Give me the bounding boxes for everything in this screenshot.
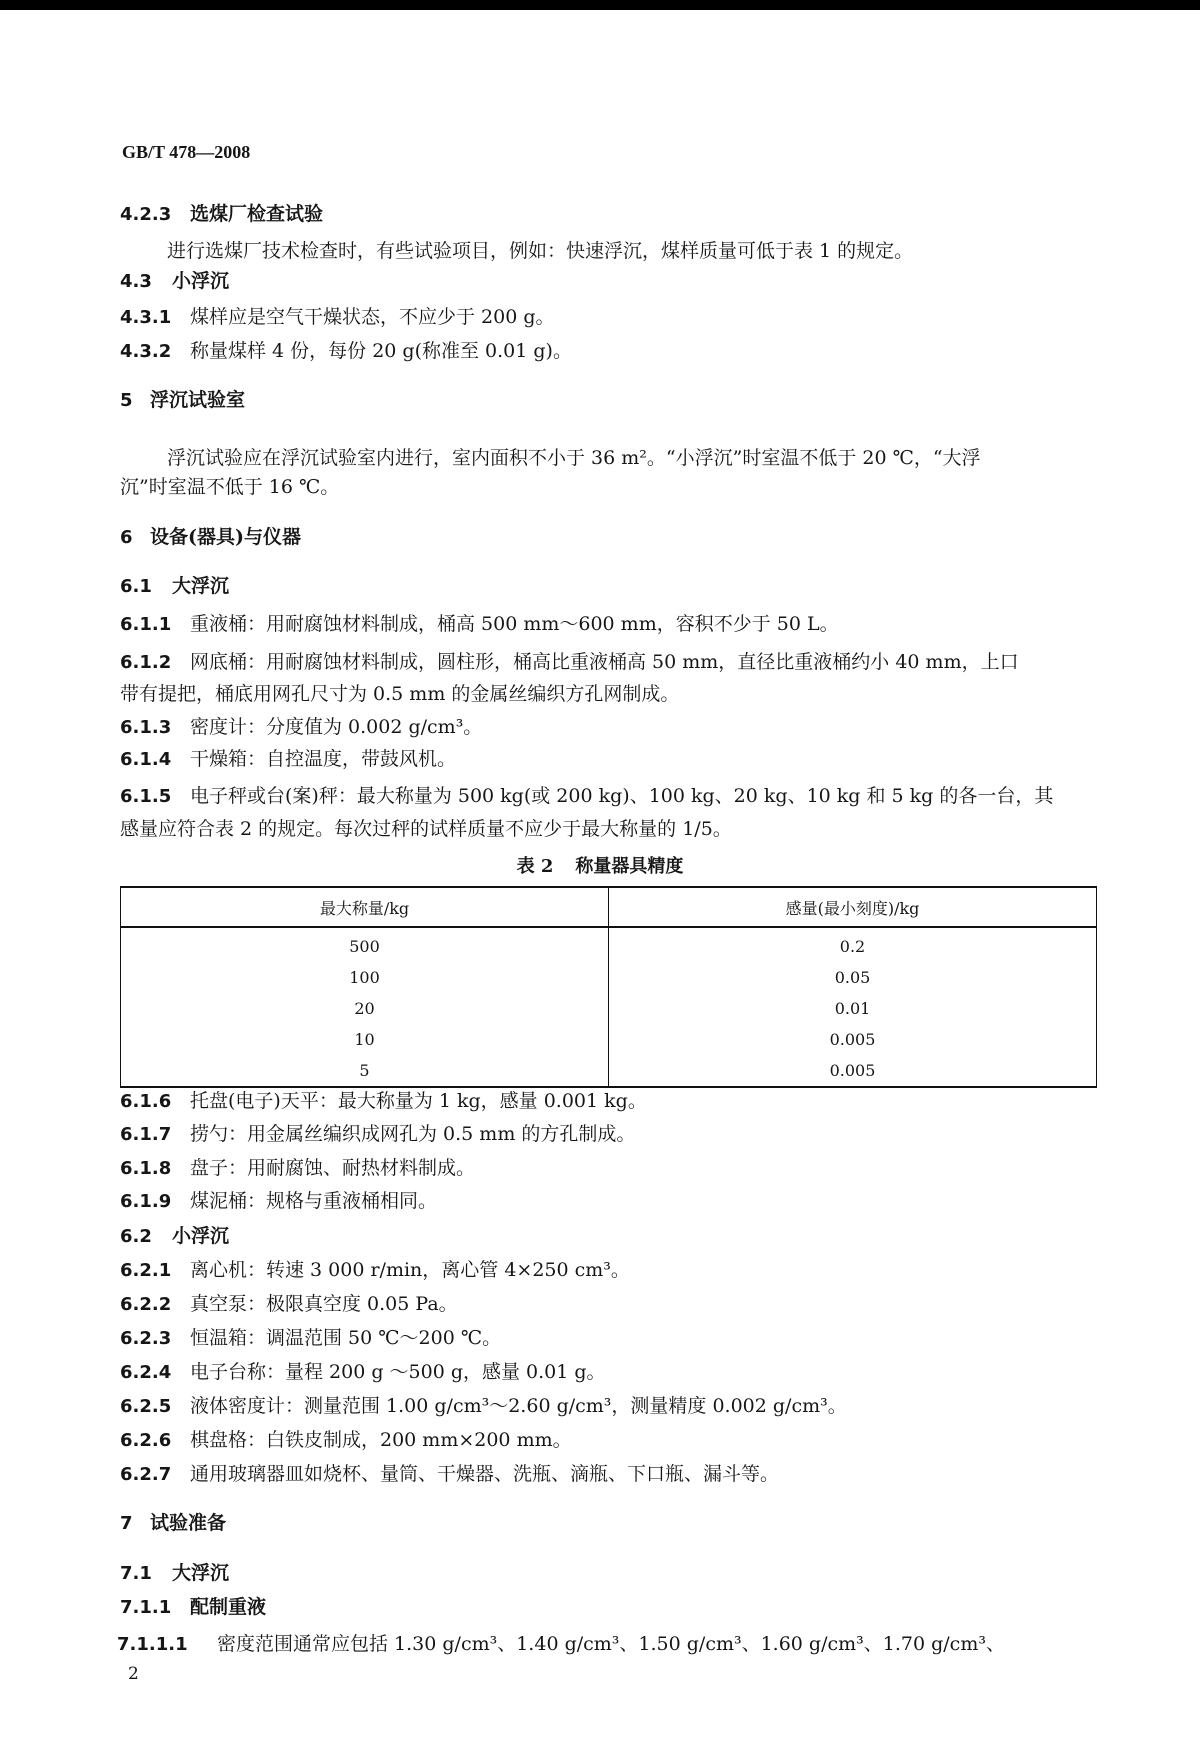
table-row: [121, 993, 1097, 1024]
paragraph: 浮沉试验应在浮沉试验室内进行，室内面积不小于 36 m²。“小浮沉”时室温不低于 20 ℃，“大浮: [167, 447, 981, 469]
clause-heading: 7.1 大浮沉: [120, 1562, 230, 1584]
clause: 7.1.1.1 密度范围通常应包括 1.30 g/cm³、1.40 g/cm³、1.50 g/cm³、1.60 g/cm³、1.70 g/cm³、: [117, 1633, 1005, 1655]
section-heading: 7 试验准备: [120, 1512, 227, 1534]
clause: 6.1.7 捞勺：用金属丝编织成网孔为 0.5 mm 的方孔制成。: [120, 1123, 636, 1145]
clause: 6.1.8 盘子：用耐腐蚀、耐热材料制成。: [120, 1157, 476, 1179]
section-heading: 6 设备(器具)与仪器: [120, 526, 301, 548]
clause: 4.3.1 煤样应是空气干燥状态，不应少于 200 g。: [120, 306, 555, 328]
clause-heading: 4.3 小浮沉: [120, 270, 230, 292]
clause-heading: 6.2 小浮沉: [120, 1225, 230, 1247]
clause: 6.1.2 网底桶：用耐腐蚀材料制成，圆柱形，桶高比重液桶高 50 mm，直径比重液桶约小 40 mm，上口: [120, 651, 1019, 673]
table-cell: 10: [121, 1024, 609, 1055]
table-title: 称量器具精度: [575, 856, 684, 877]
table-number: 表 2: [516, 856, 554, 877]
table-cell: 0.05: [834, 968, 871, 987]
table-cell: 0.005: [829, 1030, 876, 1049]
paragraph: 进行选煤厂技术检查时，有些试验项目，例如：快速浮沉，煤样质量可低于表 1 的规定。: [167, 240, 914, 262]
clause: 6.1.6 托盘(电子)天平：最大称量为 1 kg，感量 0.001 kg。: [120, 1090, 647, 1112]
clause: 6.1.1 重液桶：用耐腐蚀材料制成，桶高 500 mm～600 mm，容积不少于 50 L。: [120, 613, 839, 635]
table-cell: 500: [121, 927, 609, 962]
table-row: [121, 927, 1097, 962]
clause: 6.1.4 干燥箱：自控温度，带鼓风机。: [120, 748, 457, 770]
paragraph: 带有提把，桶底用网孔尺寸为 0.5 mm 的金属丝编织方孔网制成。: [120, 683, 680, 705]
clause: 6.2.4 电子台称：量程 200 g ～500 g，感量 0.01 g。: [120, 1361, 606, 1383]
clause: 6.1.5 电子秤或台(案)秤：最大称量为 500 kg(或 200 kg)、100 kg、20 kg、10 kg 和 5 kg 的各一台，其: [120, 785, 1054, 807]
table-cell: 5: [121, 1055, 609, 1087]
page-number: 2: [128, 1664, 139, 1684]
clause: 6.2.6 棋盘格：白铁皮制成，200 mm×200 mm。: [120, 1429, 572, 1451]
paragraph: 沉”时室温不低于 16 ℃。: [120, 476, 340, 498]
clause: 6.1.3 密度计：分度值为 0.002 g/cm³。: [120, 716, 483, 738]
column-header: 最大称量/kg: [121, 887, 609, 927]
clause: 6.2.7 通用玻璃器皿如烧杯、量筒、干燥器、洗瓶、滴瓶、下口瓶、漏斗等。: [120, 1463, 780, 1485]
table-cell: 0.005: [829, 1061, 876, 1080]
table-cell: 0.01: [834, 999, 871, 1018]
clause-heading: 6.1 大浮沉: [120, 575, 230, 597]
table-cell: 0.2: [839, 937, 866, 956]
column-header: 感量(最小刻度)/kg: [609, 887, 1097, 927]
clause-heading: 7.1.1 配制重液: [120, 1596, 267, 1618]
clause: 6.2.2 真空泵：极限真空度 0.05 Pa。: [120, 1293, 458, 1315]
table-caption: [0, 852, 1200, 878]
table-row: [121, 1024, 1097, 1055]
clause: 4.3.2 称量煤样 4 份，每份 20 g(称准至 0.01 g)。: [120, 340, 572, 362]
standard-number: GB/T 478—2008: [122, 142, 251, 162]
table-cell: 100: [121, 962, 609, 993]
paragraph: 感量应符合表 2 的规定。每次过秤的试样质量不应少于最大称量的 1/5。: [120, 818, 732, 840]
table-cell: 20: [121, 993, 609, 1024]
table-row: [121, 1055, 1097, 1087]
table-row: [121, 962, 1097, 993]
clause: 6.2.1 离心机：转速 3 000 r/min，离心管 4×250 cm³。: [120, 1259, 630, 1281]
clause: 6.2.3 恒温箱：调温范围 50 ℃～200 ℃。: [120, 1327, 502, 1349]
clause: 6.1.9 煤泥桶：规格与重液桶相同。: [120, 1190, 438, 1212]
clause-heading: 4.2.3 选煤厂检查试验: [120, 203, 324, 225]
section-heading: 5 浮沉试验室: [120, 389, 246, 411]
weighing-precision-table: [120, 886, 1097, 1088]
table-header-row: [121, 887, 1097, 927]
clause: 6.2.5 液体密度计：测量范围 1.00 g/cm³～2.60 g/cm³，测量精度 0.002 g/cm³。: [120, 1395, 847, 1417]
